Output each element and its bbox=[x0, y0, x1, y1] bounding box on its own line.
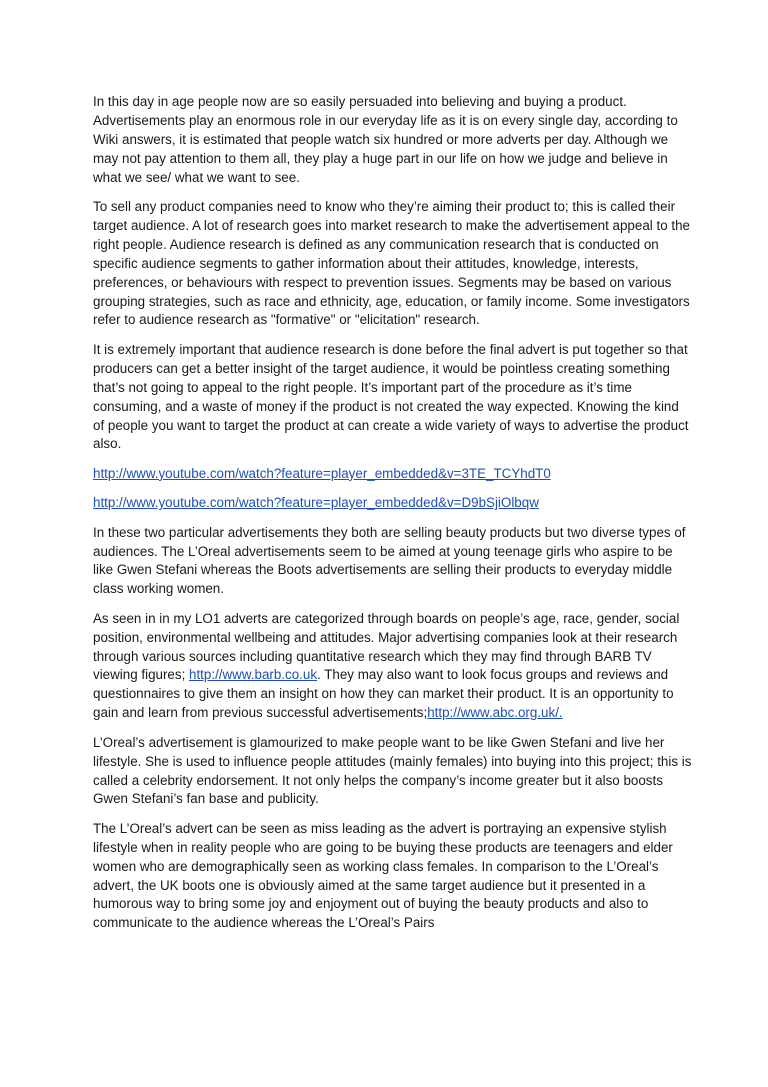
youtube-link-2[interactable]: http://www.youtube.com/watch?feature=player_embedded&v=D9bSjiOlbqw bbox=[93, 495, 539, 511]
document-body bbox=[93, 93, 693, 944]
paragraph-loreal-misleading: The L’Oreal’s advert can be seen as miss leading as the advert is portraying an expensive stylish lifestyle when in reality people who are going to be buying these products are teenagers and elder women who are demographically seen as working class females. In comparison to the L’Oreal’s advert, the UK boots one is obviously aimed at the same target audience but it presented in a humorous way to bring some joy and enjoyment out of buying the beauty products and also to communicate to the audience whereas the L’Oreal’s Pairs bbox=[93, 820, 673, 931]
lo1-text-part-2: . They may also want to look focus groups and reviews and questionnaires to give them an insight on how they can market their product. It is an opportunity to gain and learn from previous successful advertisements; bbox=[93, 667, 674, 721]
paragraph-intro: In this day in age people now are so easily persuaded into believing and buying a product. Advertisements play an enormous role in our everyday life as it is on every single day, according to Wiki answers, it is estimated that people watch six hundred or more adverts per day. Although we may not pay attention to them all, they play a huge part in our life on how we judge and believe in what we see/ what we want to see. bbox=[93, 94, 678, 185]
abc-link[interactable]: http://www.abc.org.uk/. bbox=[427, 705, 563, 721]
paragraph-audience-research: It is extremely important that audience research is done before the final advert is put together so that producers can get a better insight of the target audience, it would be pointless creating something that’s not going to appeal to the right people. It’s important part of the procedure as it’s time consuming, and a waste of money if the product is not created the way expected. Knowing the kind of people you want to target the product at can create a wide variety of ways to advertise the product also. bbox=[93, 341, 689, 452]
paragraph-lo1-research bbox=[93, 610, 693, 723]
link-paragraph-2 bbox=[93, 494, 693, 513]
paragraph-target-audience: To sell any product companies need to know who they’re aiming their product to; this is called their target audience. A lot of research goes into market research to make the advertisement appeal to the right people. Audience research is defined as any communication research that is conducted on specific audience segments to gather information about their attitudes, knowledge, interests, preferences, or behaviours with respect to prevention issues. Segments may be based on various grouping strategies, such as race and ethnicity, age, education, or family income. Some investigators refer to audience research as "formative" or "elicitation" research. bbox=[93, 199, 690, 328]
link-paragraph-1 bbox=[93, 465, 693, 484]
barb-link[interactable]: http://www.barb.co.uk bbox=[189, 667, 318, 683]
lo1-text-part-1: As seen in in my LO1 adverts are categorized through boards on people’s age, race, gender, social position, environmental wellbeing and attitudes. Major advertising companies look at their research through various sources including quantitative research which they may find through BARB TV viewing figures; bbox=[93, 610, 680, 683]
paragraph-loreal-glamour: L’Oreal’s advertisement is glamourized to make people want to be like Gwen Stefani and live her lifestyle. She is used to influence people attitudes (mainly females) into buying into this project; this is called a celebrity endorsement. It not only helps the company’s income greater but it also boosts Gwen Stefani’s fan base and publicity. bbox=[93, 734, 692, 807]
paragraph-two-adverts: In these two particular advertisements they both are selling beauty products but two diverse types of audiences. The L’Oreal advertisements seem to be aimed at young teenage girls who aspire to be like Gwen Stefani whereas the Boots advertisements are selling their products to everyday middle class working women. bbox=[93, 524, 686, 597]
youtube-link-1[interactable]: http://www.youtube.com/watch?feature=player_embedded&v=3TE_TCYhdT0 bbox=[93, 465, 551, 481]
